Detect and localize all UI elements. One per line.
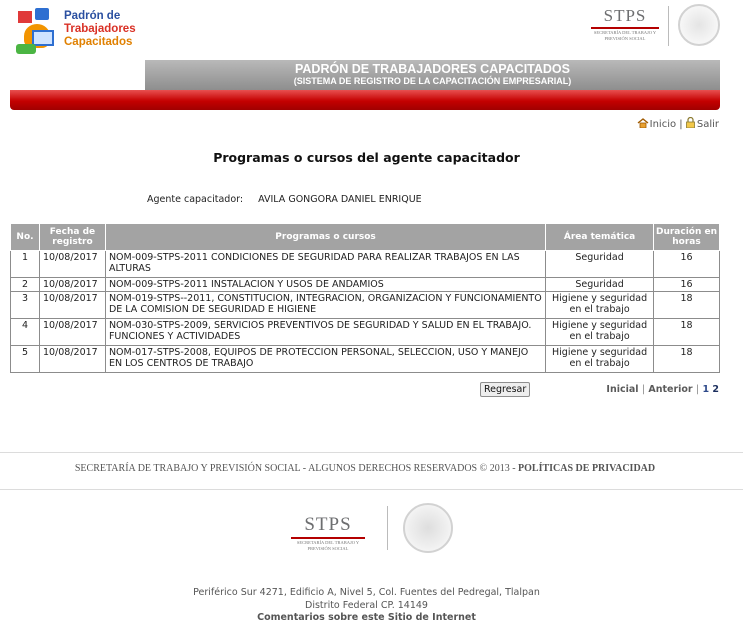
stps-logo [585,4,665,48]
row-area: Higiene y seguridad en el trabajo [546,346,654,373]
lock-icon [686,117,695,128]
stps-subtitle: SECRETARÍA DEL TRABAJO Y PREVISIÓN SOCIAL [296,540,360,551]
table-row [11,346,720,373]
row-course: NOM-009-STPS-2011 CONDICIONES DE SEGURIDAD PARA REALIZAR TRABAJOS EN LAS ALTURAS [105,251,545,278]
comments-link[interactable]: Comentarios sobre este Sitio de Internet [257,612,476,623]
exit-link[interactable] [686,119,719,130]
row-no: 1 [11,251,40,278]
nav-separator: | [679,119,683,130]
top-nav [637,116,719,130]
column-header-date: Fecha de registro [39,224,105,251]
banner-subtitle: (SISTEMA DE REGISTRO DE LA CAPACITACIÓN EMPRESARIAL) [293,76,572,86]
row-duration: 18 [654,292,720,319]
divider [668,6,669,46]
logo-line-2: Trabajadores [64,23,136,35]
row-area: Higiene y seguridad en el trabajo [546,292,654,319]
courses-table [10,223,720,373]
red-bar [10,90,720,110]
page-title: Programas o cursos del agente capacitador [213,150,520,165]
footer-text [0,463,730,474]
row-course: NOM-030-STPS-2009, SERVICIOS PREVENTIVOS DE SEGURIDAD Y SALUD EN EL TRABAJO. FUNCIONES Y ACTIVIDADES [105,319,545,346]
banner-title: PADRÓN DE TRABAJADORES CAPACITADOS [294,62,570,76]
home-icon [637,118,649,128]
pager-first-link[interactable]: Inicial [606,384,639,395]
row-duration: 16 [654,278,720,292]
pager-prev-link[interactable]: Anterior [648,384,693,395]
exit-link-label: Salir [696,119,719,130]
agent-info [147,194,422,205]
footer-copyright: SECRETARÍA DE TRABAJO Y PREVISIÓN SOCIAL - ALGUNOS DERECHOS RESERVADOS © 2013 - [74,463,516,474]
row-duration: 18 [654,319,720,346]
column-header-duration: Duración en horas [654,224,720,251]
row-area: Seguridad [546,251,654,278]
home-link[interactable] [637,119,683,130]
row-area: Higiene y seguridad en el trabajo [546,319,654,346]
table-row [11,278,720,292]
logo-line-3: Capacitados [64,36,133,48]
home-link-label: Inicio [649,119,677,130]
table-row [11,292,720,319]
row-no: 2 [11,278,40,292]
row-no: 5 [11,346,40,373]
logo-tag-icon [18,11,32,23]
logo-line-1: Padrón de [64,10,121,22]
agent-label: Agente capacitador: [147,194,244,205]
row-date: 10/08/2017 [39,346,105,373]
column-header-area: Área temática [546,224,654,251]
pagination [606,384,719,395]
address-line-1: Periférico Sur 4271, Edificio A, Nivel 5, Col. Fuentes del Pedregal, Tlalpan [193,587,540,598]
logo-book-icon [16,44,36,54]
row-date: 10/08/2017 [39,292,105,319]
column-header-no: No. [11,224,40,251]
seal-icon [403,503,453,553]
row-course: NOM-017-STPS-2008, EQUIPOS DE PROTECCION PERSONAL, SELECCION, USO Y MANEJO EN LOS CENTROS DE TRABAJO [105,346,545,373]
privacy-link[interactable]: POLÍTICAS DE PRIVACIDAD [518,463,656,474]
pager-separator: | [641,384,646,395]
row-no: 3 [11,292,40,319]
stps-name: STPS [304,514,352,535]
row-duration: 16 [654,251,720,278]
stps-logo-footer [285,512,371,556]
logo-screen-icon [32,30,54,46]
logo-text [64,10,136,49]
logo-tag-icon [35,8,49,20]
pager-page-1[interactable]: 1 [702,384,710,395]
row-area: Seguridad [546,278,654,292]
row-course: NOM-009-STPS-2011 INSTALACION Y USOS DE ANDAMIOS [105,278,545,292]
row-date: 10/08/2017 [39,251,105,278]
header-banner [145,60,720,90]
stps-underline [291,537,365,539]
table-row [11,251,720,278]
divider [387,506,388,550]
row-date: 10/08/2017 [39,319,105,346]
row-date: 10/08/2017 [39,278,105,292]
address-block [0,587,733,625]
back-button[interactable]: Regresar [480,382,530,397]
stps-subtitle: SECRETARÍA DEL TRABAJO Y PREVISIÓN SOCIAL [593,30,657,41]
address-line-2: Distrito Federal CP. 14149 [305,599,428,611]
row-course: NOM-019-STPS--2011, CONSTITUCION, INTEGRACION, ORGANIZACION Y FUNCIONAMIENTO DE LA COMISION DE SEGURIDAD E HIGIENE [105,292,545,319]
table-header-row [11,224,720,251]
table-row [11,319,720,346]
pager-separator: | [695,384,700,395]
row-no: 4 [11,319,40,346]
agent-value: AVILA GONGORA DANIEL ENRIQUE [258,194,422,205]
app-logo [10,2,145,64]
pager-page-2-current: 2 [712,384,719,395]
column-header-course: Programas o cursos [105,224,545,251]
stps-name: STPS [603,6,647,25]
stps-underline [591,27,659,29]
seal-icon [678,4,720,46]
row-duration: 18 [654,346,720,373]
